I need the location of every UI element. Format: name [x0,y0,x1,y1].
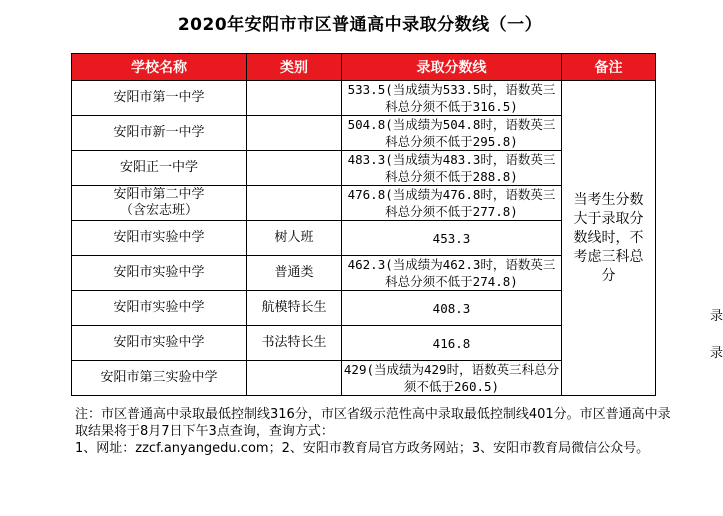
category-cell [247,116,342,151]
school-cell: 安阳正一中学 [72,151,247,186]
score-cell: 408.3 [342,291,562,326]
category-cell: 书法特长生 [247,326,342,361]
school-cell: 安阳市新一中学 [72,116,247,151]
score-table [71,53,656,396]
score-cell: 533.5(当成绩为533.5时，语数英三科总分须不低于316.5) [342,81,562,116]
header-category: 类别 [247,54,342,81]
table-header-row [72,54,656,81]
edge-mark: 录 [710,309,723,324]
header-note: 备注 [562,54,656,81]
table-row [72,81,656,116]
category-cell [247,361,342,396]
edge-mark: 录 [710,346,723,361]
category-cell [247,151,342,186]
page-title: 2020年安阳市市区普通高中录取分数线（一） [177,15,543,35]
header-school: 学校名称 [72,54,247,81]
score-cell: 429(当成绩为429时，语数英三科总分须不低于260.5) [342,361,562,396]
school-cell: 安阳市第一中学 [72,81,247,116]
score-cell: 453.3 [342,221,562,256]
score-cell: 462.3(当成绩为462.3时，语数英三科总分须不低于274.8) [342,256,562,291]
school-cell: 安阳市实验中学 [72,221,247,256]
score-cell: 504.8(当成绩为504.8时，语数英三科总分须不低于295.8) [342,116,562,151]
school-cell: 安阳市第三实验中学 [72,361,247,396]
footnote-line: 注：市区普通高中录取最低控制线316分，市区省级示范性高中录取最低控制线401分。市区普通高中录取结果将于8月7日下午3点查询，查询方式： [75,407,671,439]
footnote [75,406,675,457]
header-score: 录取分数线 [342,54,562,81]
score-cell: 416.8 [342,326,562,361]
category-cell: 普通类 [247,256,342,291]
school-cell: 安阳市第二中学（含宏志班） [72,186,247,221]
school-cell: 安阳市实验中学 [72,256,247,291]
score-cell: 476.8(当成绩为476.8时，语数英三科总分须不低于277.8) [342,186,562,221]
category-cell [247,186,342,221]
school-cell: 安阳市实验中学 [72,291,247,326]
score-cell: 483.3(当成绩为483.3时，语数英三科总分须不低于288.8) [342,151,562,186]
category-cell: 航模特长生 [247,291,342,326]
footnote-line: 1、网址：zzcf.anyangedu.com；2、安阳市教育局官方政务网站；3、安阳市教育局微信公众号。 [75,441,650,456]
school-cell: 安阳市实验中学 [72,326,247,361]
category-cell [247,81,342,116]
category-cell: 树人班 [247,221,342,256]
note-cell: 当考生分数大于录取分数线时，不考虑三科总分 [562,81,656,396]
